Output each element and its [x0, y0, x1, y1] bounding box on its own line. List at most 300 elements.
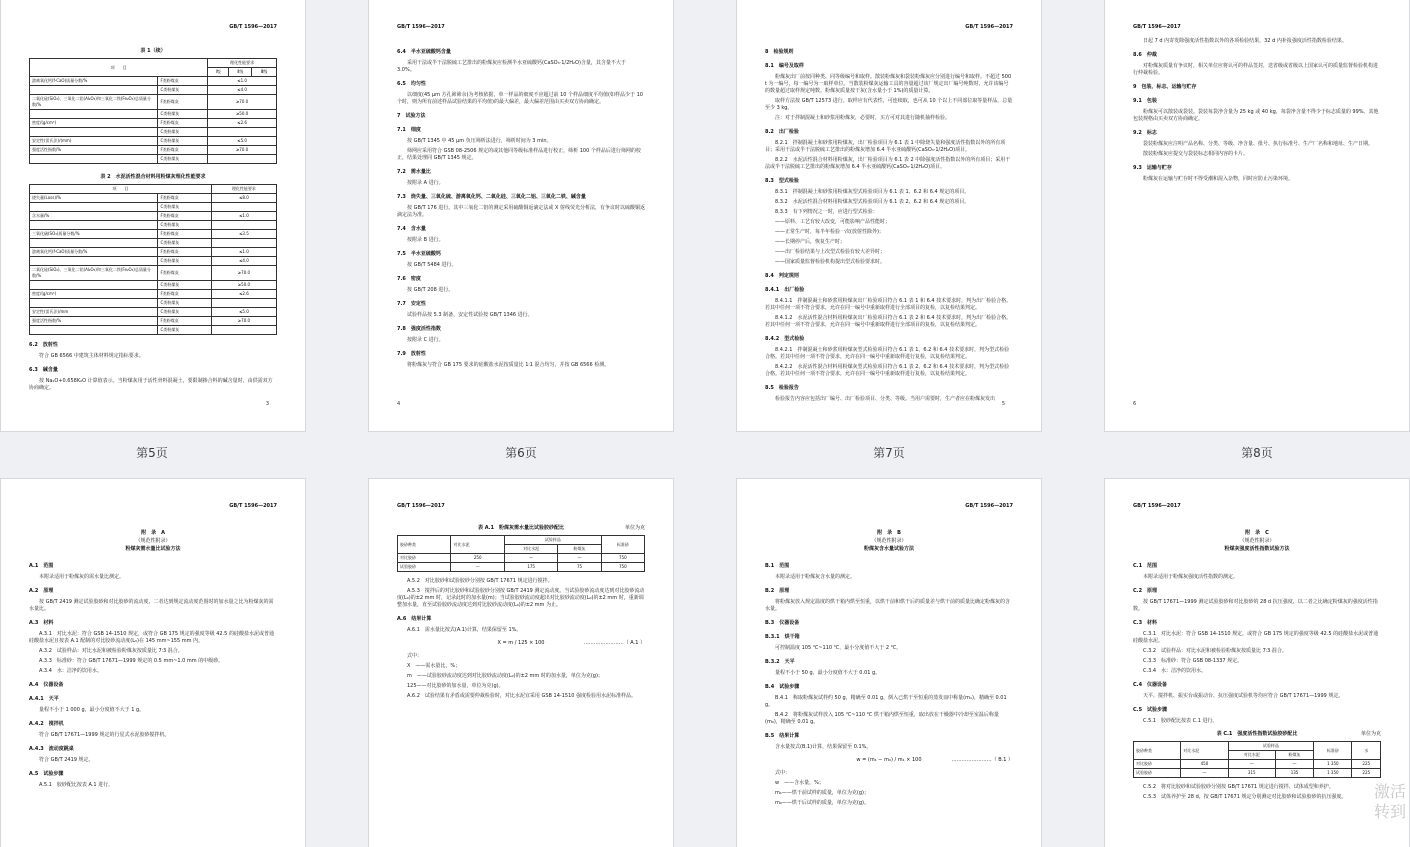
- table-cell: [30, 203, 158, 212]
- paragraph: 以细度(45 μm 方孔筛筛余)为考核依据，单一样品的细度不应超过前 10 个样品细度平均值(如样品少于 10 个时，则为所有前述样品试验结果的平均值)的最大偏差，最大偏差范围由买卖双方协商确定。: [397, 92, 643, 105]
- page-5[interactable]: [1, 0, 305, 431]
- formula-number: ……………………（ A.1 ）: [583, 640, 645, 646]
- table-cell: 225: [1352, 769, 1381, 778]
- table-header: 对比水泥: [451, 536, 504, 554]
- table-cell: C类粉煤灰: [158, 155, 208, 164]
- paragraph: B.4.1 称取粉煤灰试样约 50 g，精确至 0.01 g，倒入已烘干至恒重的蒸发皿中称量(m₁)，精确至 0.01 g。: [765, 695, 1007, 708]
- table-cell: C类粉煤灰: [158, 326, 211, 335]
- table-cell: ≤1.0: [211, 248, 276, 257]
- section-heading: 6.5 均匀性: [397, 81, 426, 87]
- section-heading: A.4.1 天平: [29, 696, 59, 702]
- page-number: 4: [397, 401, 401, 407]
- table-cell: F类粉煤灰: [158, 212, 211, 221]
- table-header: 标准砂: [601, 536, 644, 554]
- table-cell: 450: [1181, 760, 1228, 769]
- appendix-title: 粉煤灰含水量试验方法: [863, 546, 914, 552]
- table-cell: 对比胶砂: [1134, 760, 1181, 769]
- table-title: 表 2 水泥活性混合材料用粉煤灰理化性能要求: [100, 174, 206, 180]
- table-row: [30, 221, 277, 230]
- paragraph: m ——试验胶砂流动度达到对比胶砂流动度(L₀)的±2 mm 时的加水量，单位为克(g)；: [407, 673, 603, 679]
- paragraph: C.3.2 试验样品：对比水泥和被检验粉煤灰按质量比 7∶3 混合。: [1143, 648, 1287, 654]
- paragraph: m₁——烘干前试样的质量，单位为克(g)；: [775, 790, 869, 796]
- table-cell: F类粉煤灰: [158, 194, 211, 203]
- table-cell: 对比胶砂: [398, 554, 451, 563]
- section-heading: 6.4 半水亚硫酸钙含量: [397, 49, 451, 55]
- table-cell: [211, 326, 276, 335]
- page-11[interactable]: [737, 479, 1041, 847]
- table-title: 表 A.1 粉煤灰需水量比试验胶砂配比: [477, 525, 565, 531]
- appendix-title: 附 录 A: [141, 530, 165, 536]
- table-cell: F类粉煤灰: [158, 266, 211, 281]
- page-8[interactable]: [1105, 0, 1409, 431]
- page-caption: 第7页: [873, 446, 905, 460]
- page-body: [1133, 529, 1381, 804]
- section-heading: 7.3 烧失量、三氧化硫、游离氧化钙、二氧化硅、三氧化二铝、三氧化二铁、碱含量: [397, 194, 586, 200]
- table-cell: ≥50.0: [208, 110, 277, 119]
- section-heading: 7.5 半水亚硫酸钙: [397, 251, 441, 257]
- table-header: 试验样品: [1228, 742, 1314, 751]
- section-heading: A.6 结果计算: [397, 616, 432, 622]
- table-row: [30, 281, 277, 290]
- table-row: [30, 290, 277, 299]
- appendix-title: （规范性附录）: [871, 538, 907, 544]
- section-heading: A.3 材料: [29, 620, 54, 626]
- table-cell: 强度活性指数/%: [30, 146, 158, 155]
- section-heading: 7.7 安定性: [397, 301, 426, 307]
- table-header: Ⅰ级: [208, 68, 229, 77]
- paragraph: 注：对于拌制混凝土和砂浆用粉煤灰，必要时，买方可对其进行随机抽样检验。: [775, 115, 951, 121]
- mix-table: [397, 535, 645, 572]
- table-cell: 游离氧化钙(f-CaO)质量分数/%: [30, 77, 158, 86]
- paragraph: 日起 7 d 内寄发除强度活性指数以外的各项检验结果，32 d 内补报强度活性指数检验结果。: [1143, 38, 1347, 44]
- table-cell: —: [451, 563, 504, 572]
- table-cell: —: [504, 554, 557, 563]
- table-cell: —: [558, 554, 601, 563]
- paragraph: C.5.2 将对比胶砂和试验胶砂分别按 GB/T 17671 规定进行搅拌、试体成型和养护。: [1143, 784, 1334, 790]
- table-cell: [208, 155, 277, 164]
- paragraph: A.5.3 搅拌后的对比胶砂和试验胶砂分别按 GB/T 2419 测定流动度。当试验胶砂流动度达到对比胶砂流动度(L₀)的±2 mm 时，记录此时的加水量(m)；当试验胶砂流动度超出对比胶砂流动度(L₀)的±2 mm 时，重新调整加水量，直至试验胶砂流动度达到对比胶砂流动度(L₀)的±2 mm 为止。: [397, 588, 645, 608]
- table-cell: F类粉煤灰: [158, 146, 208, 155]
- table-row: [398, 554, 645, 563]
- section-heading: 7.6 密度: [397, 276, 421, 282]
- table-header-block: [1133, 731, 1381, 738]
- table-header-block: [397, 525, 645, 532]
- table-cell: —: [1181, 769, 1228, 778]
- section-heading: C.5 试验步骤: [1133, 707, 1168, 713]
- table-cell: ≤2.6: [211, 290, 276, 299]
- paragraph: 量程不小于 50 g，最小分度值不大于 0.01 g。: [775, 670, 881, 676]
- standard-code: GB/T 1596—2017: [397, 503, 445, 509]
- standard-code: GB/T 1596—2017: [1133, 24, 1181, 30]
- table-unit: 单位为克: [1360, 731, 1381, 737]
- paragraph: 检验报告内容应包括出厂编号、出厂检验项目、分类、等级。当用户需要时，生产者应在粉煤灰发出: [775, 396, 996, 402]
- appendix-title: 附 录 C: [1245, 530, 1269, 536]
- table-header: 试验样品: [504, 536, 601, 545]
- table-row: [30, 77, 277, 86]
- paragraph: 对粉煤灰质量有争议时，相关单位应将认可的样品签封，送省级或省级以上国家认可的质量监督检验机构进行仲裁检验。: [1133, 63, 1379, 76]
- table-row: [30, 146, 277, 155]
- paragraph: 粉煤灰在运输与贮存时不得受潮和混入杂物，同时应防止污染环境。: [1143, 176, 1294, 182]
- section-heading: B.3.2 天平: [765, 659, 795, 665]
- table-cell: ≤4.0: [208, 86, 277, 95]
- section-heading: 9 包装、标志、运输与贮存: [1133, 84, 1197, 90]
- paragraph: 按附录 B 进行。: [407, 237, 444, 243]
- page-body: [1133, 36, 1381, 186]
- paragraph: 按附录 A 进行。: [407, 180, 444, 186]
- paragraph: 按 GB/T 176 进行。其中三氧化二铝的测定采用硫酸铜返滴定法或 X 射线荧光分析法，有争议时以硫酸铜返滴定法为准。: [397, 205, 645, 218]
- page-number: 3: [265, 401, 269, 407]
- paragraph: 符合 GB/T 2419 规定。: [39, 757, 94, 763]
- section-heading: B.3 仪器设备: [765, 620, 800, 626]
- page-caption: 第6页: [505, 446, 537, 460]
- paragraph: 试验样品按 5.3 制备，安定性试验按 GB/T 1346 进行。: [407, 312, 533, 318]
- standard-code: GB/T 1596—2017: [965, 24, 1013, 30]
- section-heading: 8.6 仲裁: [1133, 52, 1157, 58]
- paragraph: A.3.2 试验样品：对比水泥和被检验粉煤灰按质量比 7∶3 混合。: [39, 648, 183, 654]
- table-row: [30, 212, 277, 221]
- table-cell: ≤5.0: [211, 308, 276, 317]
- page-7[interactable]: [737, 0, 1041, 431]
- paragraph: 袋装粉煤灰应注明产品名称、分类、等级、净含量、批号、执行标准号、生产厂名称和地址、生产日期。: [1143, 141, 1374, 147]
- page-caption: 第8页: [1241, 446, 1273, 460]
- paragraph: 粉煤灰出厂前按同种类、同等级编号和取样。散装粉煤灰和袋装粉煤灰应分别进行编号和取样。不超过 500 t 为一编号，每一编号为一取样单位。当散装粉煤灰运输工具的容量超过该厂规定出厂编号吨数时，允许该编号的数量超过取样规定吨数。粉煤灰质量按干灰(含水量小于 1%)的质量计算。: [765, 74, 1012, 94]
- paragraph: A.3.4 水：洁净的饮用水。: [39, 668, 102, 674]
- paragraph: A.5.2 对比胶砂和试验胶砂分别按 GB/T 17671 规定进行搅拌。: [407, 578, 553, 584]
- section-heading: 6.2 放射性: [29, 342, 58, 348]
- paragraph: ——原料、工艺有较大改变，可能影响产品性能时；: [775, 219, 891, 225]
- table-cell: 强度活性指数/%: [30, 317, 158, 326]
- section-heading: 8.4 判定规则: [765, 273, 799, 279]
- formula: [765, 757, 1013, 764]
- table-row: [30, 326, 277, 335]
- paragraph: X ——需水量比，%；: [407, 663, 461, 669]
- table-cell: 三氧化硫(SO₃)质量分数/%: [30, 230, 158, 239]
- paragraph: C.3.1 对比水泥：符合 GSB 14-1510 规定，或符合 GB 175 规定的强度等级 42.5 的硅酸盐水泥或普通硅酸盐水泥。: [1133, 631, 1379, 644]
- table-header: Ⅲ级: [252, 68, 277, 77]
- table-cell: ≤8.0: [211, 194, 276, 203]
- table-row: [30, 239, 277, 248]
- table-header: 对比水泥: [504, 545, 557, 554]
- table-cell: C类粉煤灰: [158, 86, 208, 95]
- paragraph: B.4.2 将粉煤灰试样放入 105 ℃~110 ℃ 烘干箱内烘至恒重，取出放在干燥器中冷却至室温后称量(m₀)，精确至 0.01 g。: [765, 712, 999, 725]
- table-cell: 密度/(g/cm³): [30, 290, 158, 299]
- table-cell: C类粉煤灰: [158, 203, 211, 212]
- paragraph: 8.3.2 水泥活性混合材料用粉煤灰型式检验项目为 6.1 表 2、6.2 和 6.4 规定的项目。: [775, 199, 970, 205]
- paragraph: 本附录适用于粉煤灰含水量的测定。: [775, 574, 856, 580]
- paragraph: 按附录 C 进行。: [407, 337, 444, 343]
- paragraph: 125——对比胶砂的加水量，单位为克(g)。: [407, 683, 504, 689]
- table-cell: C类粉煤灰: [158, 110, 208, 119]
- paragraph: 8.4.2.2 水泥活性混合材料用粉煤灰型式检验项目符合 6.1 表 2、6.2 和 6.4 技术要求时，判为型式检验合格。若其中任何一项不符合要求，允许在同一编号中重新取样进行复检，以复检结果判定。: [765, 364, 1010, 377]
- table-cell: [30, 128, 158, 137]
- table-cell: —: [1275, 760, 1313, 769]
- page-body: [765, 529, 1013, 810]
- paragraph: A.3.3 标准砂：符合 GB/T 17671—1999 规定的 0.5 mm~1.0 mm 的中级砂。: [39, 658, 224, 664]
- table-header: 水: [1352, 742, 1381, 760]
- table-cell: 含水量/%: [30, 212, 158, 221]
- section-heading: 9.2 标志: [1133, 130, 1157, 136]
- table-cell: 315: [1228, 769, 1275, 778]
- table-2: [29, 184, 277, 335]
- table-cell: C类粉煤灰: [158, 281, 211, 290]
- standard-code: GB/T 1596—2017: [1133, 503, 1181, 509]
- page-caption: 第5页: [136, 446, 168, 460]
- paragraph: 按 GB/T 5484 进行。: [407, 262, 457, 268]
- table-row: [30, 248, 277, 257]
- table-cell: 试验胶砂: [398, 563, 451, 572]
- paragraph: C.3.3 标准砂：符合 GSB 08-1337 规定。: [1143, 658, 1243, 664]
- section-heading: C.4 仪器设备: [1133, 682, 1168, 688]
- table-1: [29, 58, 277, 164]
- table-header: 粉煤灰: [558, 545, 601, 554]
- table-cell: F类粉煤灰: [158, 77, 208, 86]
- section-heading: A.1 范围: [29, 563, 54, 569]
- table-header: 对比水泥: [1181, 742, 1228, 760]
- paragraph: 8.2.1 拌制混凝土和砂浆用粉煤灰，出厂检验项目为 6.1 表 1 中除烧失量和强度活性指数以外的所有项目；采用干法或半干法脱硫工艺排出的粉煤灰增加 6.4 半水亚硫酸钙(CaSO₃·1/2H₂O)项目。: [765, 140, 1006, 153]
- paragraph: 按 GB/T 1345 中 45 μm 负压筛析法进行，筛析时间为 3 min。: [407, 138, 552, 144]
- paragraph: ——国家质量监督检验机构提出型式检验要求时。: [775, 259, 886, 265]
- paragraph: C.5.1 胶砂配比按表 C.1 进行。: [1143, 718, 1218, 724]
- table-cell: F类粉煤灰: [158, 248, 211, 257]
- section-heading: A.4.3 流动度跳桌: [29, 746, 74, 752]
- paragraph: 8.2.2 水泥活性混合材料用粉煤灰，出厂检验项目为 6.1 表 2 中除强度活性指数以外的所有项目；采用干法或半干法脱硫工艺排出的粉煤灰增加 6.4 半水亚硫酸钙(CaSO₃·1/2H₂O)项目。: [765, 157, 1011, 170]
- table-row: [30, 308, 277, 317]
- table-cell: ≤5.0: [208, 137, 277, 146]
- appendix-title: （规范性附录）: [1239, 538, 1275, 544]
- paragraph: 采用干法或半干法脱硫工艺排出的粉煤灰应检测半水亚硫酸钙(CaSO₃·1/2H₂O)含量，其含量不大于 3.0%。: [397, 60, 626, 73]
- table-header: 项 目: [30, 59, 208, 77]
- section-heading: A.2 原理: [29, 588, 54, 594]
- table-cell: [211, 299, 276, 308]
- table-row: [1134, 760, 1381, 769]
- table-cell: [30, 281, 158, 290]
- table-unit: 单位为克: [624, 525, 645, 531]
- table-cell: 试验胶砂: [1134, 769, 1181, 778]
- paragraph: 量程不小于 1 000 g，最小分度值不大于 1 g。: [39, 707, 145, 713]
- paragraph: 符合 GB 6566 中建筑主体材料规定指标要求。: [39, 353, 144, 359]
- table-cell: C类粉煤灰: [158, 239, 211, 248]
- page-10[interactable]: [369, 479, 673, 847]
- table-cell: [211, 239, 276, 248]
- table-header: 标准砂: [1314, 742, 1352, 760]
- section-heading: C.3 材料: [1133, 620, 1158, 626]
- paragraph: 可控制温度 105 ℃~110 ℃，最小分度值不大于 2 ℃。: [775, 645, 902, 651]
- table-cell: ≥70.0: [211, 266, 276, 281]
- paragraph: 8.3.3 有下列情况之一时，应进行型式检验：: [775, 209, 878, 215]
- formula-expression: w = (m₁ − m₀) / m₁ × 100: [856, 757, 922, 763]
- table-row: [30, 266, 277, 281]
- paragraph: A.3.1 对比水泥：符合 GSB 14-1510 规定，或符合 GB 175 规定的强度等级 42.5 的硅酸盐水泥或普通硅酸盐水泥且按表 A.1 配制的对比胶砂流动度(L₀)在 145 mm~155 mm 内。: [29, 631, 274, 644]
- table-cell: 二氧化硅(SiO₂)、三氧化二铝(Al₂O₃)和三氧化二铁(Fe₂O₃)总质量分数/%: [30, 95, 158, 110]
- paragraph: 8.4.2.1 拌制混凝土和砂浆用粉煤灰型式检验项目符合 6.1 表 1、6.2 和 6.4 技术要求时，判为型式检验合格。若其中任何一项不符合要求，允许在同一编号中重新取样进行复检，以复检结果判定。: [765, 347, 1010, 360]
- table-cell: 二氧化硅(SiO₂)、三氧化二铝(Al₂O₃)和三氧化二铁(Fe₂O₃)总质量分数/%: [30, 266, 158, 281]
- table-cell: 安定性(雷氏法)/mm: [30, 308, 158, 317]
- section-heading: 8.3 型式检验: [765, 178, 799, 184]
- table-row: [30, 128, 277, 137]
- page-9[interactable]: [1, 479, 305, 847]
- paragraph: ——出厂检验结果与上次型式检验有较大差异时；: [775, 249, 886, 255]
- paragraph: 取样方法按 GB/T 12573 进行。取样应有代表性，可连续取，也可从 10 个以上不同部位取等量样品，总量至少 3 kg。: [765, 98, 1013, 111]
- section-heading: B.3.1 烘干箱: [765, 634, 800, 640]
- table-row: [30, 230, 277, 239]
- table-row: [30, 317, 277, 326]
- activation-watermark: 激活 转到: [1373, 782, 1406, 821]
- table-row: [1134, 769, 1381, 778]
- page-number: 6: [1133, 401, 1137, 407]
- table-cell: 游离氧化钙(f-CaO)质量分数/%: [30, 248, 158, 257]
- table-row: [398, 563, 645, 572]
- section-heading: 9.1 包装: [1133, 98, 1157, 104]
- paragraph: w ——含水量，%；: [775, 780, 824, 786]
- paragraph: A.6.1 需水量比按式(A.1)计算，结果保留至 1%。: [407, 627, 522, 633]
- page-body: [29, 42, 277, 395]
- table-cell: 750: [601, 554, 644, 563]
- section-heading: B.1 范围: [765, 563, 790, 569]
- appendix-title: （规范性附录）: [135, 538, 171, 544]
- table-cell: ≥50.0: [211, 281, 276, 290]
- paragraph: 筛网应采用符合 GSB 08-2506 规定的或其他同等级标准样品进行校正，筛析 100 个样品后进行筛网的校正，结果处理同 GB/T 1345 规定。: [397, 148, 641, 161]
- section-heading: C.1 范围: [1133, 563, 1158, 569]
- section-heading: C.2 原理: [1133, 588, 1158, 594]
- table-cell: ≤3.5: [211, 230, 276, 239]
- table-cell: [30, 155, 158, 164]
- page-12[interactable]: [1105, 479, 1409, 847]
- table-cell: [30, 326, 158, 335]
- table-row: [30, 95, 277, 110]
- table-cell: 烧失量(Loss)/%: [30, 194, 158, 203]
- table-header: 对比水泥: [1228, 751, 1275, 760]
- paragraph: 按 Na₂O+0.658K₂O 计算值表示。当粉煤灰用于活性骨料混凝土，要限制掺合料的碱含量时，由供需双方协商确定。: [29, 378, 273, 391]
- table-cell: 安定性(雷氏法)/(mm): [30, 137, 158, 146]
- table-cell: 225: [1352, 760, 1381, 769]
- table-row: [30, 203, 277, 212]
- page-body: [29, 529, 277, 792]
- section-heading: A.5 试验步骤: [29, 771, 64, 777]
- table-cell: 1 350: [1314, 769, 1352, 778]
- table-cell: F类粉煤灰: [158, 119, 208, 128]
- paragraph: 本附录适用于粉煤灰的需水量比测定。: [39, 574, 125, 580]
- table-cell: C类粉煤灰: [158, 257, 211, 266]
- paragraph: 按 GB/T 17671—1999 测定试验胶砂和对比胶砂的 28 d 抗压强度，以二者之比确定粉煤灰的强度活性指数。: [1133, 599, 1378, 612]
- table-cell: F类粉煤灰: [158, 95, 208, 110]
- table-cell: F类粉煤灰: [158, 230, 211, 239]
- paragraph: 将粉煤灰与符合 GB 175 要求的硅酸盐水泥按质量比 1∶1 混合均匀，并按 GB 6566 检测。: [407, 362, 610, 368]
- formula-expression: X = m / 125 × 100: [497, 640, 545, 646]
- paragraph: 式中：: [407, 653, 423, 659]
- table-cell: ≤1.0: [211, 212, 276, 221]
- formula: [397, 640, 645, 647]
- paragraph: A.6.2 试验结果有矛盾或需要仲裁检验时，对比水泥宜采用 GSB 14-1510 强度检验用水泥标准样品。: [407, 693, 637, 699]
- table-cell: ≤1.0: [208, 77, 277, 86]
- section-heading: A.4 仪器设备: [29, 682, 64, 688]
- paragraph: 8.4.1.1 拌制混凝土和砂浆用粉煤灰出厂检验项目符合 6.1 表 1 和 6.4 技术要求时，判为出厂检验合格。若其中任何一项不符合要求，允许在同一编号中重新取样进行全部项目的复检，以复检结果判定。: [765, 298, 1012, 311]
- page-body: [765, 42, 1013, 406]
- table-row: [30, 86, 277, 95]
- paragraph: 8.4.1.2 水泥活性混合材料用粉煤灰出厂检验项目符合 6.1 表 2 和 6.4 技术要求时，判为出厂检验合格。若其中任何一项不符合要求，允许在同一编号中重新取样进行全部项目的复检，以复检结果判定。: [765, 315, 1012, 328]
- section-heading: 8.2 出厂检验: [765, 129, 799, 135]
- table-cell: C类粉煤灰: [158, 221, 211, 230]
- table-cell: ≥70.0: [208, 146, 277, 155]
- section-heading: B.2 原理: [765, 588, 790, 594]
- paragraph: 含水量按式(B.1)计算，结果保留至 0.1%。: [775, 744, 872, 750]
- paragraph: 散装粉煤灰应提交与袋装标志相同内容的卡片。: [1143, 151, 1249, 157]
- table-cell: 1 350: [1314, 760, 1352, 769]
- paragraph: 8.3.1 拌制混凝土和砂浆用粉煤灰型式检验项目为 6.1 表 1、6.2 和 6.4 规定的项目。: [775, 189, 970, 195]
- paragraph: m₀——烘干后试样的质量，单位为克(g)。: [775, 800, 869, 806]
- table-header: 理化性能要求: [208, 59, 277, 68]
- table-cell: C类粉煤灰: [158, 128, 208, 137]
- appendix-title: 粉煤灰需水量比试验方法: [125, 546, 181, 552]
- section-heading: 6.3 碱含量: [29, 367, 58, 373]
- section-heading: A.4.2 搅拌机: [29, 721, 64, 727]
- table-cell: ≥70.0: [208, 95, 277, 110]
- table-cell: [30, 110, 158, 119]
- section-heading: 8 检验规则: [765, 49, 794, 55]
- table-row: [30, 257, 277, 266]
- paragraph: 将粉煤灰放入规定温度的烘干箱内烘至恒重，以烘干前和烘干后的质量差与烘干前的质量比确定粉煤灰的含水量。: [765, 599, 1011, 612]
- table-cell: F类粉煤灰: [158, 317, 211, 326]
- table-cell: [211, 203, 276, 212]
- table-cell: —: [1228, 760, 1275, 769]
- table-row: [30, 137, 277, 146]
- table-row: [30, 119, 277, 128]
- table-cell: 75: [558, 563, 601, 572]
- paragraph: 粉煤灰可以散装或袋装。袋装每袋净含量为 25 kg 或 40 kg，每袋净含量不得少于标志质量的 99%。其他包装规格由买卖双方协商确定。: [1133, 109, 1379, 122]
- table-cell: [211, 221, 276, 230]
- table-cell: [30, 86, 158, 95]
- formula-number: ……………………（ B.1 ）: [951, 757, 1013, 763]
- section-heading: 7 试验方法: [397, 113, 426, 119]
- paragraph: 天平、搅拌机、振实台或振动台、抗压强度试验机等均应符合 GB/T 17671—1999 规定。: [1143, 693, 1344, 699]
- table-row: [30, 110, 277, 119]
- table-title: 表 C.1 强度活性指数试验胶砂配比: [1216, 731, 1298, 737]
- page-body: [397, 519, 645, 703]
- section-heading: 9.3 运输与贮存: [1133, 165, 1172, 171]
- table-cell: [30, 221, 158, 230]
- table-cell: ≤2.6: [208, 119, 277, 128]
- paragraph: 本附录适用于粉煤灰强度活性指数的测定。: [1143, 574, 1239, 580]
- standard-code: GB/T 1596—2017: [397, 24, 445, 30]
- appendix-title: 粉煤灰强度活性指数试验方法: [1224, 546, 1290, 552]
- table-row: [30, 155, 277, 164]
- section-heading: 7.4 含水量: [397, 226, 426, 232]
- table-row: [30, 299, 277, 308]
- table-row: [30, 194, 277, 203]
- section-heading: 8.4.2 型式检验: [765, 336, 805, 342]
- table-cell: C类粉煤灰: [158, 137, 208, 146]
- table-cell: [30, 299, 158, 308]
- mix-table: [1133, 741, 1381, 778]
- paragraph: 按 GB/T 2419 测定试验胶砂和对比胶砂的流动度，二者达到规定流动度范围时的加水量之比为粉煤灰的需水量比。: [29, 599, 274, 612]
- table-cell: C类粉煤灰: [158, 308, 211, 317]
- table-cell: 250: [451, 554, 504, 563]
- section-heading: 8.4.1 出厂检验: [765, 287, 805, 293]
- paragraph: 式中：: [775, 770, 791, 776]
- table-cell: [30, 257, 158, 266]
- page-body: [397, 42, 645, 372]
- paragraph: ——正常生产时，每半年检验一次(放射性除外)；: [775, 229, 884, 235]
- section-heading: B.5 结果计算: [765, 733, 800, 739]
- paragraph: C.3.4 水：洁净的饮用水。: [1143, 668, 1207, 674]
- page-6[interactable]: [369, 0, 673, 431]
- table-cell: 密度/(g/cm³): [30, 119, 158, 128]
- page-number: 5: [1001, 401, 1005, 407]
- table-title: 表 1（续）: [140, 48, 166, 54]
- paragraph: ——长期停产后，恢复生产时；: [775, 239, 846, 245]
- table-cell: [208, 128, 277, 137]
- table-cell: C类粉煤灰: [158, 299, 211, 308]
- standard-code: GB/T 1596—2017: [229, 24, 277, 30]
